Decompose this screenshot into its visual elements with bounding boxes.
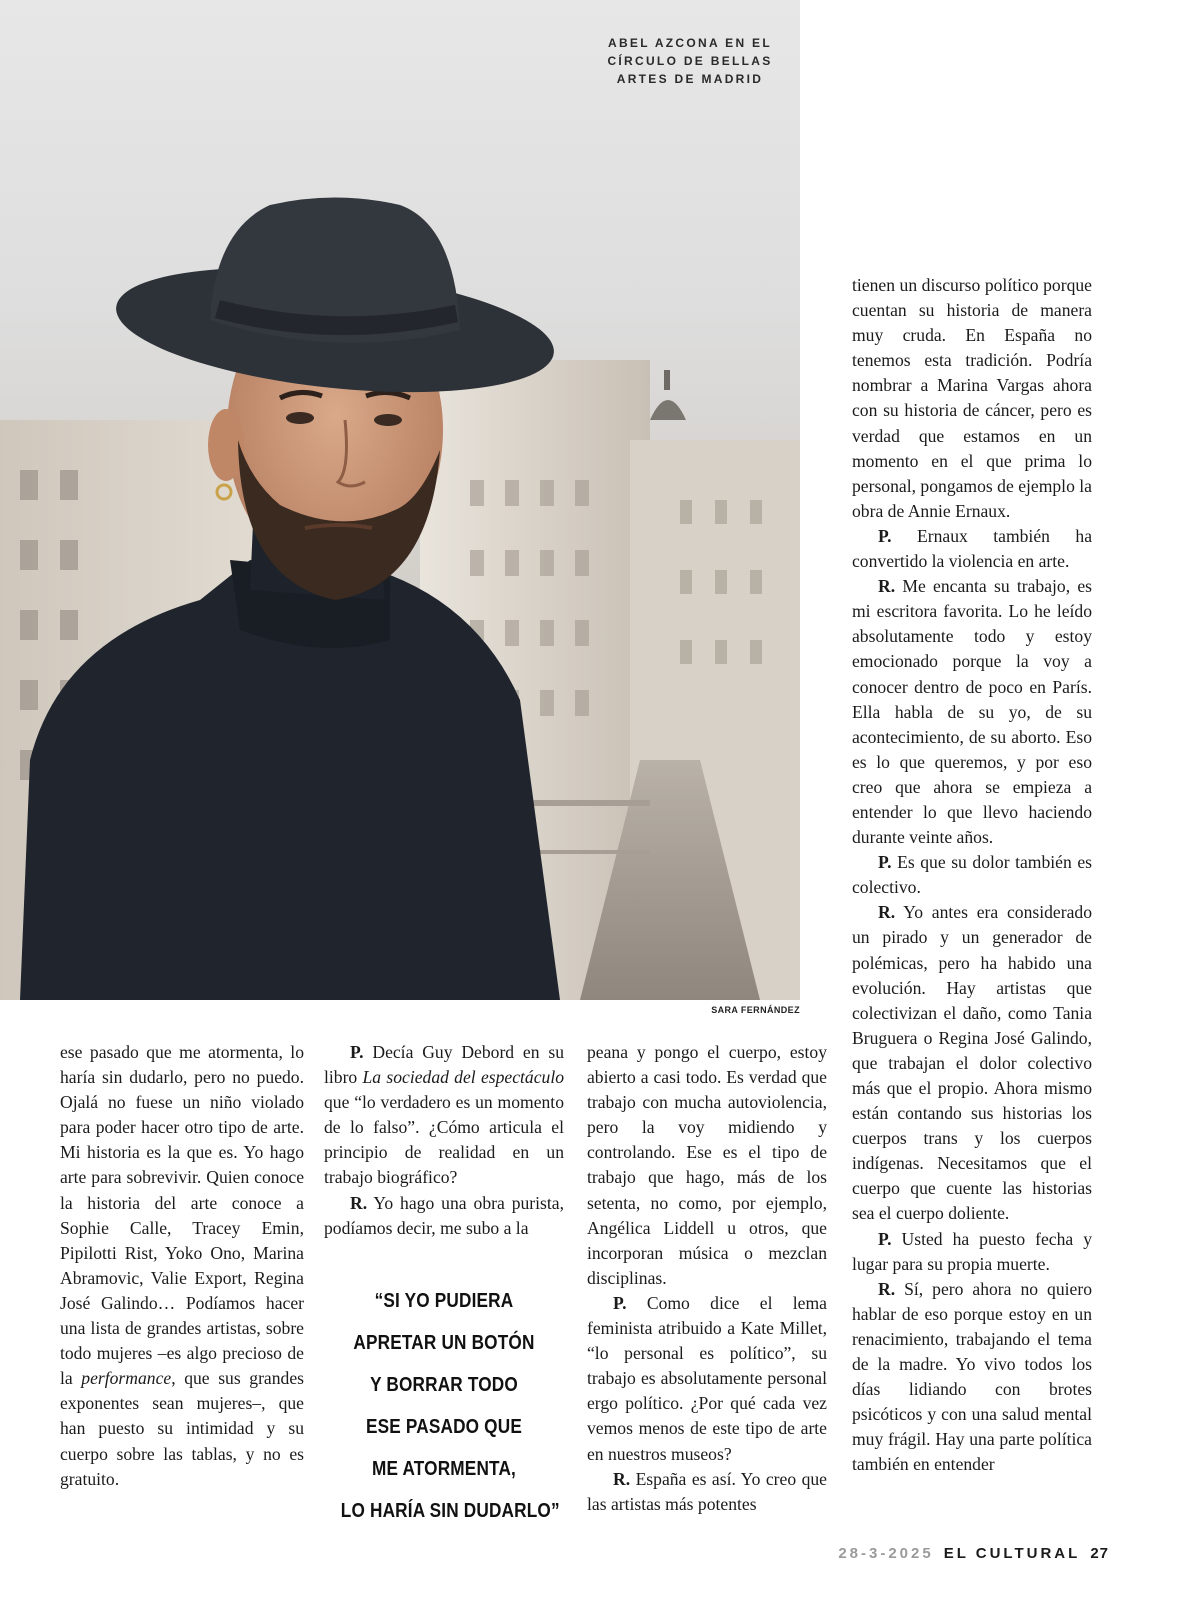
question-text: que “lo verdadero es un momento de lo falso”. ¿Cómo articula el principio de realidad en un trabajo biográfico? [324,1092,564,1188]
answer-text: Me encanta su trabajo, es mi escritora favorita. Lo he leído absolutamente todo y estoy emocionado porque la voy a conocer dentro de poco en París. Ella habla de su yo, de su acontecimiento, de su aborto. Eso es lo que queremos, y por eso creo que ahora se empieza a entender lo que llevo haciendo durante veinte años. [852,576,1092,848]
answer-paragraph [587,1040,827,1291]
answer-paragraph [852,273,1092,524]
question-text: Ernaux también ha convertido la violencia en arte. [852,525,1092,572]
photo-caption-line: CÍRCULO DE BELLAS [607,54,773,68]
article-column-2 [324,1040,564,1241]
photo-credit: SARA FERNÁNDEZ [711,1005,800,1015]
article-column-4 [852,273,1092,1478]
article-column-1 [60,1040,304,1492]
answer-text: Yo hago una obra purista, podíamos decir, me subo a la [324,1192,564,1238]
paragraph [60,1040,304,1492]
question-text: Decía Guy Debord en su libro [324,1042,564,1088]
issue-date: 28-3-2025 [838,1545,934,1562]
answer-text: Yo antes era considerado un pirado y un generador de polémicas, pero ha habido una evolución. Hay artistas que colectivizan el daño, como Tania Bruguera o Regina José Galindo, que trabajan el dolor colectivo más que el propio. Ahora mismo están contando sus historias los cuerpos trans y los cuerpos indígenas. Necesitamos que el cuerpo que cuente las historias sea el cuerpo doliente. [852,902,1092,1224]
portrait-illustration [0,0,800,1000]
page-number: 27 [1090,1545,1109,1562]
pull-quote-line: “SI YO PUDIERA [374,1290,514,1312]
answer-label: R. [878,576,896,597]
answer-text: España es así. Yo creo que las artistas más potentes [587,1468,827,1514]
photo-caption-line: ARTES DE MADRID [616,72,764,86]
answer-label: R. [878,1278,896,1299]
photo-caption-line: ABEL AZCONA EN EL [608,36,772,50]
book-title: La sociedad del espectáculo [362,1067,564,1088]
paragraph-text: ese pasado que me atormenta, lo haría sin dudarlo, pero no puedo. Ojalá no fuese un niño violado para poder hacer otro tipo de arte. Mi historia es la que es. Yo hago arte para sobrevivir. Quien conoce la historia del arte conoce a Sophie Calle, Tracey Emin, Pipilotti Rist, Yoko Ono, Marina Abramovic, Valie Export, Regina José Galindo… Podíamos hacer una lista de grandes artistas, sobre todo mujeres –es algo precioso de la [60,1042,304,1389]
article-column-3 [587,1040,827,1517]
answer-text: tienen un discurso político porque cuentan su historia de manera muy cruda. En España no tenemos esta tradición. Podría nombrar a Marina Vargas ahora con su historia de cáncer, pero es verdad que estamos en un momento en el que prima lo personal, pongamos de ejemplo la obra de Annie Ernaux. [852,275,1092,521]
pull-quote-line: LO HARÍA SIN DUDARLO” [340,1500,560,1522]
question-text: Como dice el lema feminista atribuido a Kate Millet, “lo personal es político”, su trabajo es absolutamente personal ergo político. ¿Por qué cada vez vemos menos de este tipo de arte en nuestros museos? [587,1292,827,1464]
page-footer [838,1545,1109,1562]
question-label: P. [613,1292,627,1313]
question-label: P. [878,525,892,546]
pull-quote-line: ESE PASADO QUE [366,1416,522,1438]
question-label: P. [878,1228,892,1249]
answer-paragraph [852,574,1092,850]
question-paragraph [852,850,1092,900]
answer-label: R. [878,902,896,923]
question-paragraph [852,1227,1092,1277]
answer-text: Sí, pero ahora no quiero hablar de eso porque estoy en un renacimiento, trabajando el tema de la madre. Yo vivo todos los días lidiando con brotes psicóticos y con una salud mental muy frágil. Hay una parte política también en entender [852,1278,1092,1475]
answer-paragraph [852,1277,1092,1478]
pull-quote [340,1280,560,1532]
answer-paragraph [587,1467,827,1517]
question-text: Usted ha puesto fecha y lugar para su propia muerte. [852,1228,1092,1274]
question-paragraph [852,524,1092,574]
magazine-name: EL CULTURAL [943,1545,1081,1562]
pull-quote-line: APRETAR UN BOTÓN [353,1332,535,1354]
answer-label: R. [613,1468,631,1489]
pull-quote-line: Y BORRAR TODO [370,1374,518,1396]
photo-caption [600,34,780,88]
paragraph-text: , que sus grandes exponentes sean mujeres–, que han puesto su intimidad y su cuerpo sobre las tablas, y no es gratuito. [60,1368,304,1489]
pull-quote-line: ME ATORMENTA, [372,1458,516,1480]
answer-paragraph [324,1191,564,1241]
answer-text: peana y pongo el cuerpo, estoy abierto a casi todo. Es verdad que trabajo con mucha autoviolencia, pero la voy midiendo y controlando. Ese es el tipo de trabajo que hago, más de los setenta, no como, por ejemplo, Angélica Liddell u otros, que incorporan música o mezclan disciplinas. [587,1042,827,1288]
paragraph-emphasis: performance [81,1368,172,1389]
question-paragraph [587,1291,827,1467]
answer-label: R. [350,1192,368,1213]
answer-paragraph [852,900,1092,1226]
question-text: Es que su dolor también es colectivo. [852,852,1092,898]
question-label: P. [878,852,892,873]
question-paragraph [324,1040,564,1191]
portrait-photo [0,0,800,1000]
question-label: P. [350,1042,364,1062]
